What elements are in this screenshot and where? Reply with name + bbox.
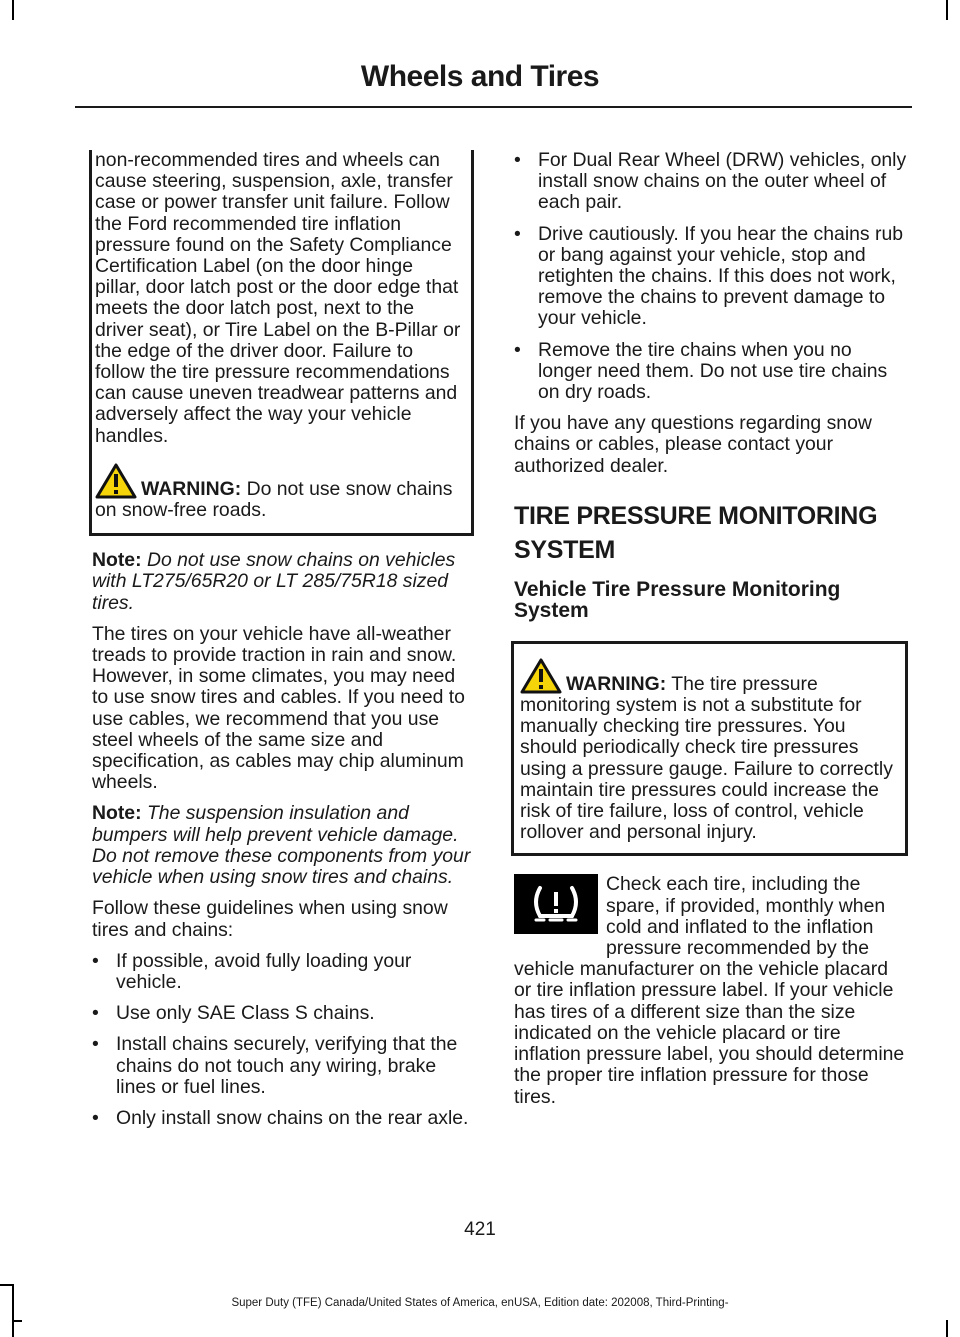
warning-label: WARNING: — [141, 477, 242, 500]
note-text: Do not use snow chains on vehicles with LT275/65R20 or LT 285/75R18 sized tires. — [92, 549, 456, 614]
crop-mark — [946, 1320, 948, 1337]
bullet: • — [92, 1002, 99, 1025]
page-title: Wheels and Tires — [360, 60, 600, 93]
bullet: • — [514, 338, 521, 361]
list-item — [514, 224, 908, 330]
body-paragraph: Follow these guidelines when using snow tires and chains: — [92, 897, 448, 941]
crop-mark — [0, 1284, 14, 1286]
warning-tpms — [520, 658, 897, 844]
list-item-text: Use only SAE Class S chains. — [116, 1002, 375, 1025]
sub-heading: Vehicle Tire Pressure Monitoring System — [514, 577, 841, 622]
note-label: Note: — [92, 802, 142, 825]
warning-triangle-icon — [520, 658, 562, 694]
bullet: • — [92, 949, 99, 972]
warning-text: Do not use snow chains on snow-free roads. — [95, 477, 453, 522]
list-item — [92, 1034, 474, 1098]
header-rule — [75, 106, 912, 108]
bullet: • — [514, 149, 521, 171]
crop-mark — [946, 0, 948, 20]
list-item — [92, 1108, 474, 1129]
list-item — [92, 1003, 474, 1024]
list-item-text: For Dual Rear Wheel (DRW) vehicles, only install snow chains on the outer wheel of each pair. — [538, 149, 907, 214]
guidelines-list — [92, 951, 474, 1129]
body-paragraph: If you have any questions regarding snow chains or cables, please contact your authorized dealer. — [514, 412, 872, 477]
list-item — [514, 340, 908, 404]
list-item — [92, 951, 474, 993]
warning-box-tpms — [511, 641, 908, 857]
note-text: The suspension insulation and bumpers will help prevent vehicle damage. Do not remove these components from your vehicle when using snow tires and chains. — [92, 802, 471, 889]
crop-mark — [12, 1284, 14, 1337]
left-column — [92, 150, 474, 1139]
list-item-text: Only install snow chains on the rear axle. — [116, 1106, 469, 1129]
list-item-text: If possible, avoid fully loading your vehicle. — [116, 949, 412, 993]
note-label: Note: — [92, 549, 142, 572]
footer-edition: Super Duty (TFE) Canada/United States of America, enUSA, Edition date: 202008, Third-Printing- — [231, 1297, 729, 1309]
warning-box-continued — [89, 150, 474, 536]
tire-pressure-warning-icon — [514, 874, 598, 934]
note-paragraph — [92, 550, 474, 614]
crop-mark — [12, 1320, 22, 1322]
warning-text: The tire pressure monitoring system is not a substitute for manually checking tire pressures. You should periodically check tire pressures using a pressure gauge. Failure to correctly maintain tire pressures could increase the risk of tire failure, loss of control, vehicle rollover and personal injury. — [520, 672, 893, 844]
note-paragraph — [92, 803, 474, 888]
bullet: • — [514, 222, 521, 245]
warning-triangle-icon — [95, 463, 137, 499]
list-item — [514, 150, 908, 214]
guidelines-list-continued — [514, 150, 908, 403]
section-heading: TIRE PRESSURE MONITORING SYSTEM — [514, 501, 878, 564]
list-item-text: Drive cautiously. If you hear the chains rub or bang against your vehicle, stop and retighten the chains. If this does not work, remove the chains to prevent damage to your vehicle. — [538, 222, 904, 330]
warning-snow-chains — [95, 463, 463, 521]
bullet: • — [92, 1106, 99, 1129]
warning-continued-text: non-recommended tires and wheels can cause steering, suspension, axle, transfer case or power transfer unit failure. Follow the Ford recommended tire inflation pressure found on the Safety Compliance Certification Label (on the door hinge pillar, door latch post or the door edge that meets the door latch post, next to the driver seat), or Tire Label on the B-Pillar or the edge of the driver door. Failure to follow the tire pressure recommendations can cause uneven treadwear patterns and adversely affect the way your vehicle handles. — [95, 149, 461, 447]
body-paragraph: The tires on your vehicle have all-weather treads to provide traction in rain and snow. However, in some climates, you may need to use snow tires and cables. If you need to use cables, we recommend that you use steel wheels of the same size and specification, as cables may chip aluminum wheels. — [92, 622, 465, 794]
bullet: • — [92, 1033, 99, 1056]
crop-mark — [12, 0, 14, 20]
tpms-section — [514, 874, 908, 1107]
page-number: 421 — [464, 1219, 496, 1240]
warning-label: WARNING: — [566, 672, 667, 695]
list-item-text: Install chains securely, verifying that the chains do not touch any wiring, brake lines or fuel lines. — [116, 1033, 458, 1098]
list-item-text: Remove the tire chains when you no longer need them. Do not use tire chains on dry roads. — [538, 338, 888, 404]
right-column — [514, 150, 908, 1118]
tpms-paragraph: Check each tire, including the spare, if provided, monthly when cold and inflated to the inflation pressure recommended by the vehicle manufacturer on the vehicle placard or tire inflation pressure label. If your vehicle has tires of a different size than the size indicated on the vehicle placard or tire inflation pressure label, you should determine the proper tire inflation pressure for those tires. — [514, 873, 905, 1108]
